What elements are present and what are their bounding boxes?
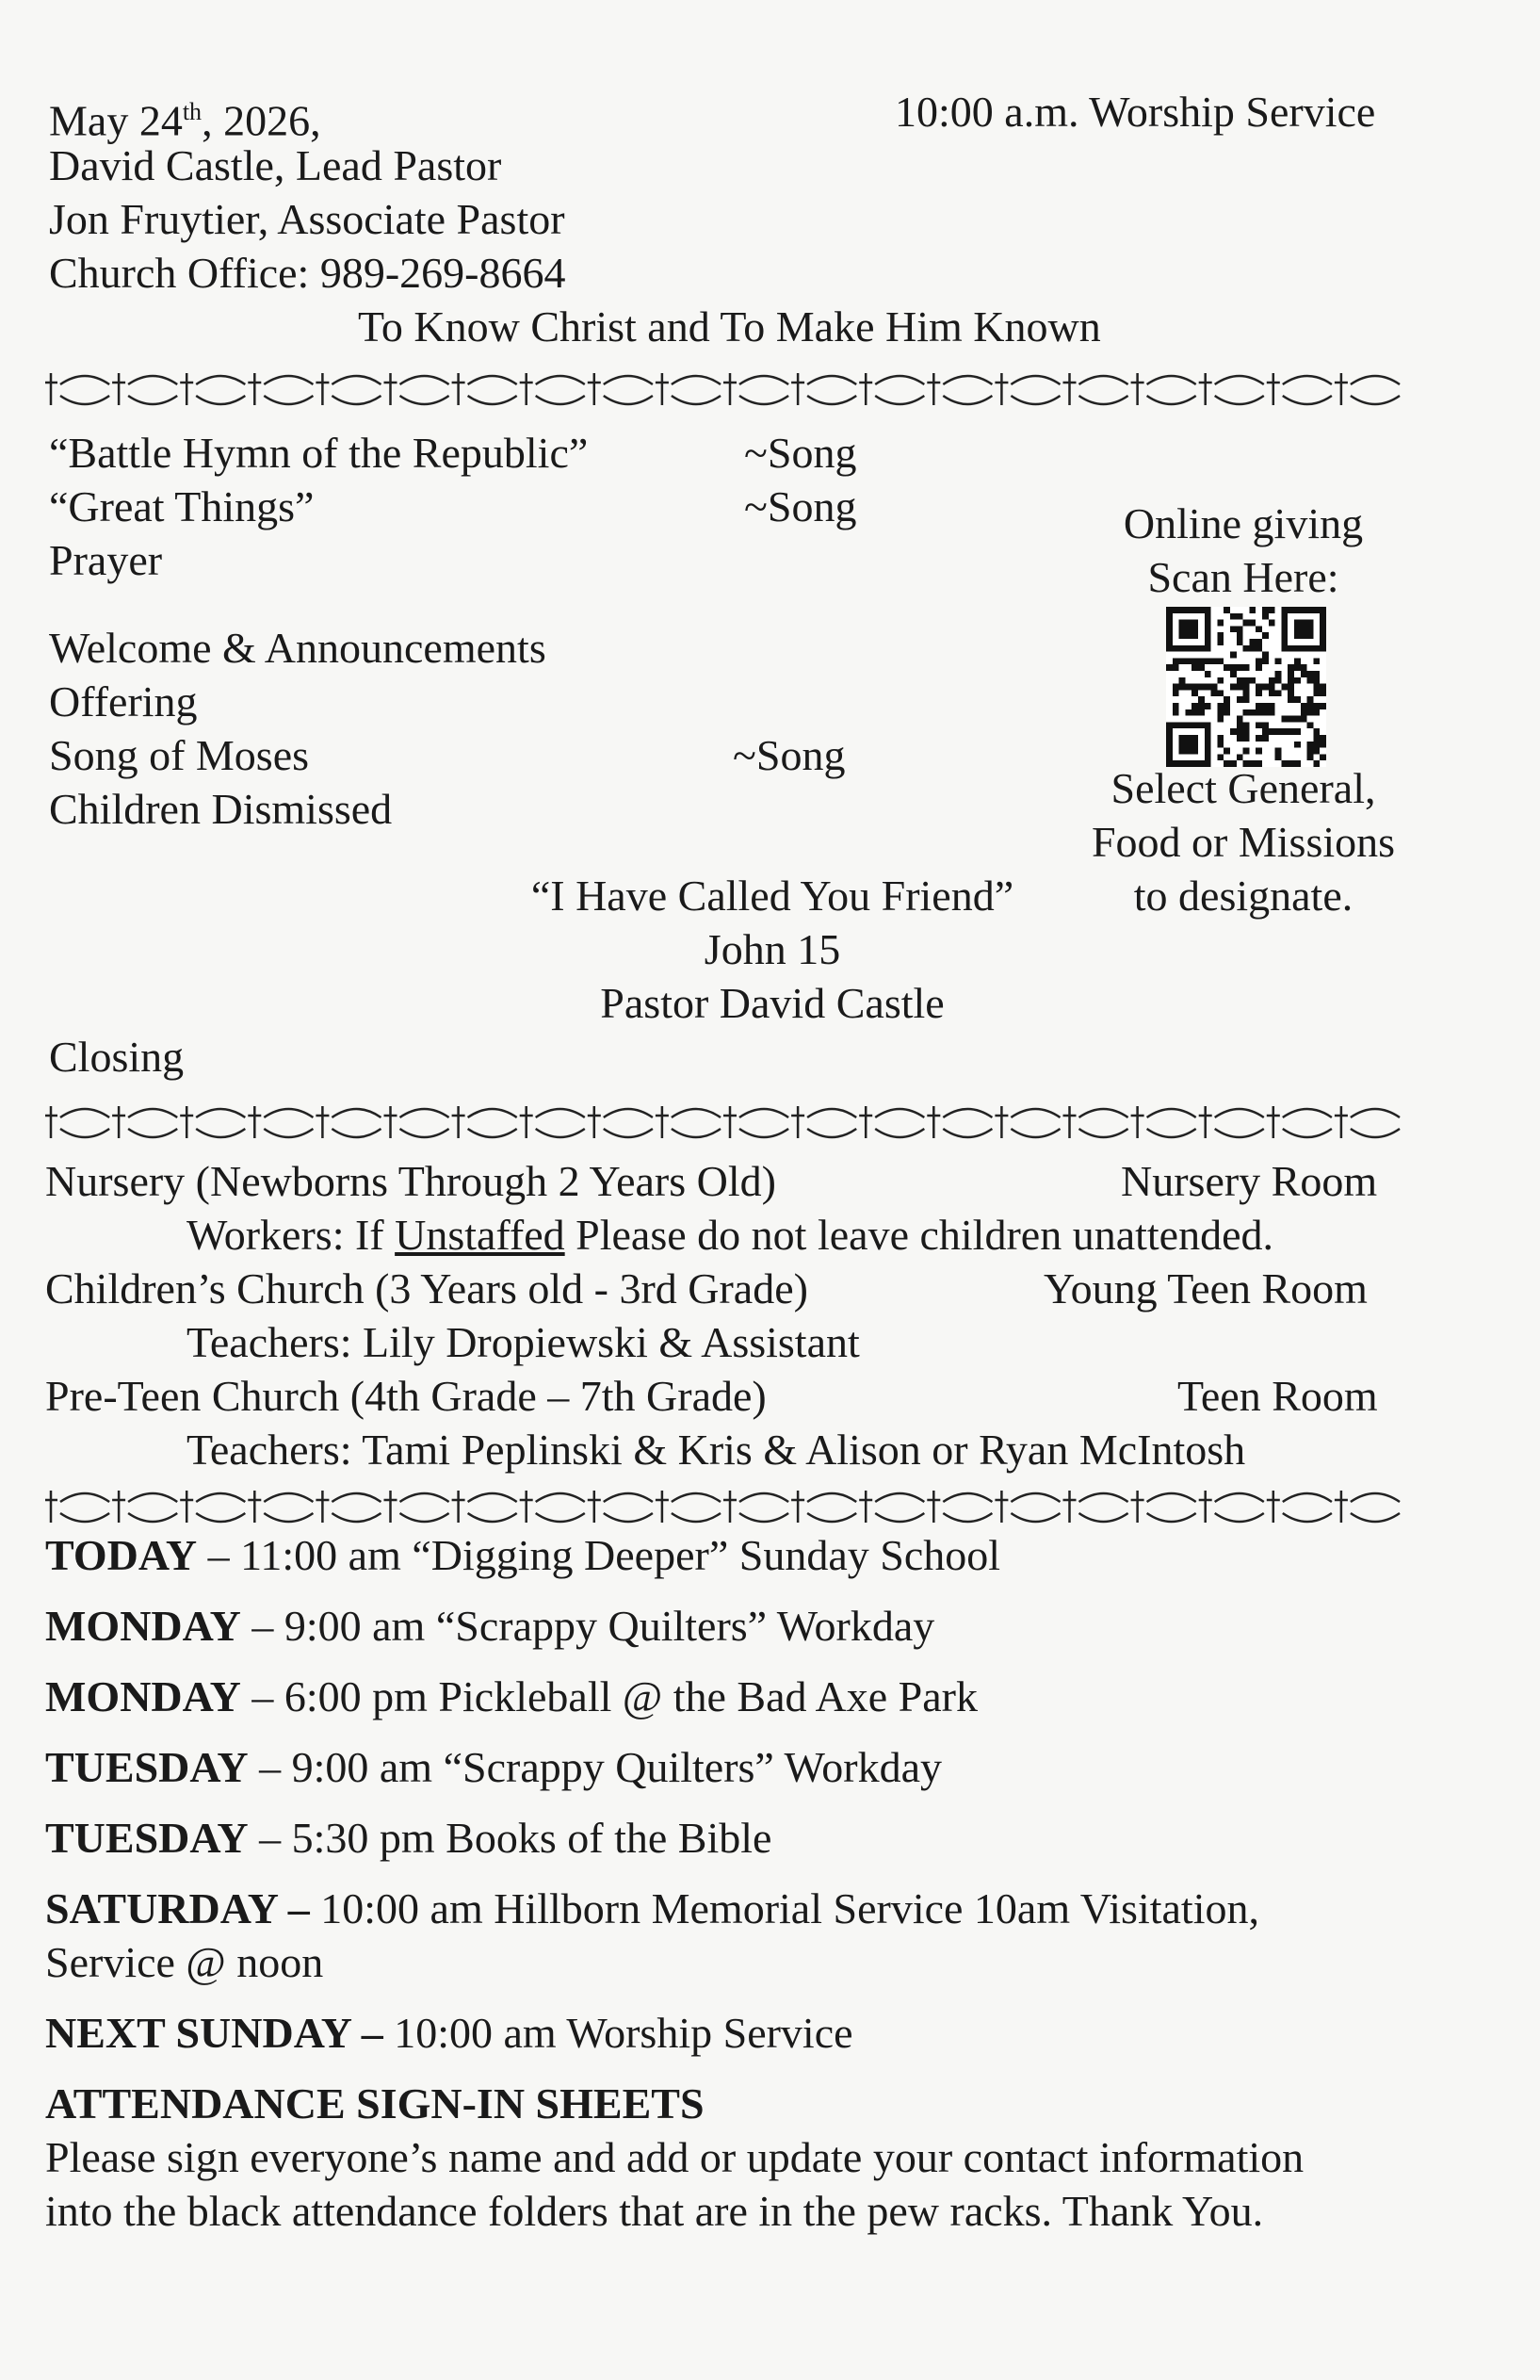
cross-divider-1 bbox=[45, 360, 1403, 416]
service-time: 10:00 a.m. Worship Service bbox=[895, 88, 1376, 136]
service-item-type: ~Song bbox=[733, 731, 846, 779]
schedule-item-continued: Service @ noon bbox=[45, 1938, 324, 1986]
service-item: “Battle Hymn of the Republic” bbox=[49, 429, 589, 477]
attendance-text-line-2: into the black attendance folders that are in the pew racks. Thank You. bbox=[45, 2187, 1264, 2235]
associate-pastor: Jon Fruytier, Associate Pastor bbox=[49, 195, 565, 243]
giving-line-1: Online giving bbox=[1123, 499, 1364, 547]
service-item: Children Dismissed bbox=[49, 785, 393, 833]
service-item: “Great Things” bbox=[49, 482, 315, 530]
giving-line-3: Select General, bbox=[1110, 764, 1376, 812]
service-item-type: ~Song bbox=[744, 482, 857, 530]
closing: Closing bbox=[49, 1033, 185, 1081]
cross-divider-3 bbox=[45, 1477, 1403, 1534]
service-item-type: ~Song bbox=[744, 429, 857, 477]
sermon-scripture: John 15 bbox=[704, 925, 841, 973]
nursery-workers-note: Workers: If Unstaffed Please do not leave children unattended. bbox=[186, 1211, 1274, 1259]
sermon-title: “I Have Called You Friend” bbox=[530, 872, 1014, 920]
childrens-church-teachers: Teachers: Lily Dropiewski & Assistant bbox=[186, 1318, 860, 1366]
nursery-room: Nursery Room bbox=[1121, 1157, 1378, 1205]
service-item: Offering bbox=[49, 677, 198, 725]
schedule-item: TUESDAY – 9:00 am “Scrappy Quilters” Workday bbox=[45, 1743, 942, 1791]
nursery-label: Nursery (Newborns Through 2 Years Old) bbox=[45, 1157, 776, 1205]
preteen-church-label: Pre-Teen Church (4th Grade – 7th Grade) bbox=[45, 1372, 767, 1420]
preteen-church-teachers: Teachers: Tami Peplinski & Kris & Alison or Ryan McIntosh bbox=[186, 1426, 1246, 1474]
cross-divider-2 bbox=[45, 1093, 1403, 1149]
attendance-heading: ATTENDANCE SIGN-IN SHEETS bbox=[45, 2079, 705, 2127]
preteen-church-room: Teen Room bbox=[1177, 1372, 1378, 1420]
giving-line-5: to designate. bbox=[1133, 872, 1354, 920]
service-date: May 24th, 2026, bbox=[49, 96, 321, 145]
church-motto: To Know Christ and To Make Him Known bbox=[358, 302, 1101, 350]
lead-pastor: David Castle, Lead Pastor bbox=[49, 141, 502, 189]
schedule-item: MONDAY – 6:00 pm Pickleball @ the Bad Axe Park bbox=[45, 1672, 978, 1720]
giving-line-2: Scan Here: bbox=[1147, 553, 1339, 601]
service-item: Welcome & Announcements bbox=[49, 624, 546, 672]
childrens-church-label: Children’s Church (3 Years old - 3rd Grade) bbox=[45, 1264, 808, 1312]
childrens-church-room: Young Teen Room bbox=[1044, 1264, 1368, 1312]
attendance-text-line-1: Please sign everyone’s name and add or update your contact information bbox=[45, 2133, 1305, 2181]
church-office-phone: Church Office: 989-269-8664 bbox=[49, 249, 566, 297]
service-item: Prayer bbox=[49, 536, 163, 584]
service-item: Song of Moses bbox=[49, 731, 310, 779]
schedule-item: SATURDAY – 10:00 am Hillborn Memorial Service 10am Visitation, bbox=[45, 1884, 1259, 1932]
schedule-item: TUESDAY – 5:30 pm Books of the Bible bbox=[45, 1814, 772, 1862]
schedule-item: MONDAY – 9:00 am “Scrappy Quilters” Workday bbox=[45, 1602, 935, 1650]
giving-qr-code[interactable] bbox=[1166, 607, 1326, 767]
schedule-item: TODAY – 11:00 am “Digging Deeper” Sunday School bbox=[45, 1531, 1001, 1579]
sermon-speaker: Pastor David Castle bbox=[600, 979, 945, 1027]
schedule-item: NEXT SUNDAY – 10:00 am Worship Service bbox=[45, 2009, 853, 2057]
giving-line-4: Food or Missions bbox=[1091, 818, 1396, 866]
